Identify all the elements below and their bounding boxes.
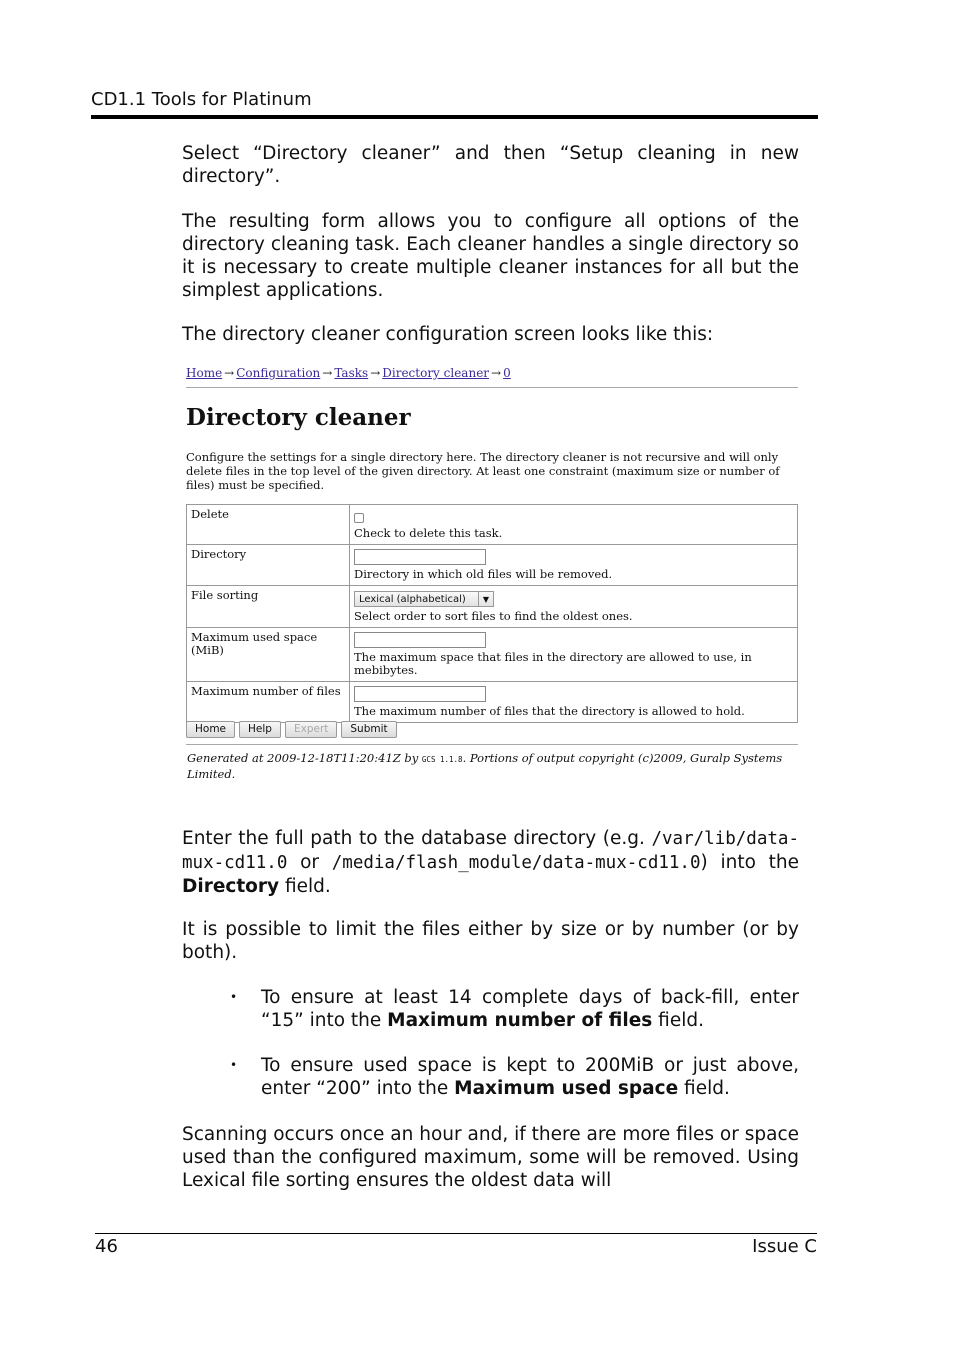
- directory-label: Directory: [187, 545, 350, 586]
- bullet-text: [261, 986, 799, 1032]
- breadcrumb-configuration-link[interactable]: Configuration: [236, 366, 321, 380]
- paragraph-scanning: Scanning occurs once an hour and, if there are more files or space used than the configured maximum, some will be removed. Using Lexical file sorting ensures the oldest data will: [182, 1124, 799, 1191]
- form-row-max-files: [187, 682, 798, 723]
- gcs-version: GCS 1.1.8: [421, 755, 463, 764]
- delete-help: Check to delete this task.: [354, 526, 503, 540]
- breadcrumb-directory-cleaner-link[interactable]: Directory cleaner: [382, 366, 490, 380]
- breadcrumb-home-link[interactable]: Home: [186, 366, 223, 380]
- submit-button[interactable]: Submit: [341, 721, 396, 738]
- or-text: or: [287, 852, 332, 873]
- delete-checkbox[interactable]: [354, 513, 364, 523]
- example-path-2: /media/flash_module/data-mux-cd11.0: [331, 853, 701, 873]
- page-number: 46: [95, 1236, 118, 1257]
- bullet-marker: •: [230, 990, 238, 1004]
- max-space-cell: [350, 628, 798, 682]
- breadcrumb-arrow: →: [491, 366, 502, 380]
- paragraph-enter-path: [182, 827, 799, 898]
- paragraph-form-intro: The resulting form allows you to configure all options of the directory cleaning task. Each cleaner handles a single directory so it is necessary to create multiple cleaner instances for all but the simplest applications.: [182, 211, 799, 301]
- delete-cell: [350, 505, 798, 545]
- bullet-field-name: Maximum used space: [454, 1078, 679, 1099]
- bullet-marker: •: [230, 1058, 238, 1072]
- max-files-cell: [350, 682, 798, 723]
- form-row-directory: [187, 545, 798, 586]
- copyright-text: . Portions of output copyright (c)2009, Guralp Systems Limited.: [187, 751, 783, 781]
- footer-rule: [95, 1233, 817, 1234]
- breadcrumb-arrow: →: [224, 366, 235, 380]
- button-row: [186, 721, 397, 738]
- bullet-text: [261, 1054, 799, 1100]
- breadcrumb-arrow: →: [370, 366, 381, 380]
- breadcrumb-divider: [186, 387, 798, 388]
- page-description: Configure the settings for a single directory here. The directory cleaner is not recursive and will only delete files in the top level of the given directory. At least one constraint (maximum size or number of files) must be specified.: [186, 450, 780, 492]
- issue-label: Issue C: [752, 1236, 817, 1257]
- paragraph-limit-files: It is possible to limit the files either by size or by number (or by both).: [182, 919, 799, 963]
- field-text: field.: [279, 876, 331, 897]
- max-space-help: The maximum space that files in the directory are allowed to use, in mebibytes.: [354, 650, 752, 677]
- max-files-help: The maximum number of files that the directory is allowed to hold.: [354, 704, 745, 718]
- paragraph-screen-intro: The directory cleaner configuration screen looks like this:: [182, 324, 714, 345]
- footer-divider: [186, 744, 798, 745]
- breadcrumb-tasks-link[interactable]: Tasks: [334, 366, 369, 380]
- form-row-max-space: [187, 628, 798, 682]
- generated-note: [187, 751, 787, 782]
- directory-help: Directory in which old files will be removed.: [354, 567, 613, 581]
- directory-input[interactable]: [354, 549, 486, 565]
- breadcrumb-instance-link[interactable]: 0: [503, 366, 511, 380]
- bullet-field-name: Maximum number of files: [387, 1010, 653, 1031]
- bullet-text-after: field.: [652, 1010, 704, 1031]
- file-sorting-cell: [350, 586, 798, 628]
- file-sorting-help: Select order to sort files to find the oldest ones.: [354, 609, 633, 623]
- example-path-1: /var/lib/data-mux-cd11.0: [182, 829, 799, 873]
- file-sorting-select[interactable]: [354, 591, 494, 607]
- into-text: ) into the: [700, 852, 799, 873]
- home-button[interactable]: Home: [186, 721, 235, 738]
- bullet-text-before: To ensure used space is kept to 200MiB or just above, enter “200” into the: [261, 1055, 799, 1099]
- bullet-text-after: field.: [678, 1078, 730, 1099]
- chevron-down-icon: ▼: [478, 592, 493, 606]
- settings-form: [186, 504, 798, 723]
- form-row-delete: [187, 505, 798, 545]
- max-space-input[interactable]: [354, 632, 486, 648]
- bullet-text-before: To ensure at least 14 complete days of back-fill, enter “15” into the: [261, 987, 799, 1031]
- form-row-file-sorting: [187, 586, 798, 628]
- max-space-label: Maximum used space (MiB): [187, 628, 350, 682]
- directory-field-name: Directory: [182, 876, 280, 897]
- page-title: Directory cleaner: [186, 404, 411, 431]
- max-files-label: Maximum number of files: [187, 682, 350, 723]
- breadcrumb: [186, 366, 511, 380]
- expert-button: Expert: [285, 721, 337, 738]
- generated-note-text: Generated at 2009-12-18T11:20:41Z by: [187, 751, 422, 765]
- help-button[interactable]: Help: [239, 721, 281, 738]
- running-header: CD1.1 Tools for Platinum: [91, 89, 312, 110]
- max-files-input[interactable]: [354, 686, 486, 702]
- header-rule: [91, 115, 818, 119]
- file-sorting-label: File sorting: [187, 586, 350, 628]
- paragraph-select: Select “Directory cleaner” and then “Setup cleaning in new directory”.: [182, 143, 799, 187]
- breadcrumb-arrow: →: [322, 366, 333, 380]
- path-intro-text: Enter the full path to the database directory (e.g.: [182, 828, 652, 849]
- file-sorting-selected-value: Lexical (alphabetical): [359, 593, 466, 605]
- delete-label: Delete: [187, 505, 350, 545]
- directory-cell: [350, 545, 798, 586]
